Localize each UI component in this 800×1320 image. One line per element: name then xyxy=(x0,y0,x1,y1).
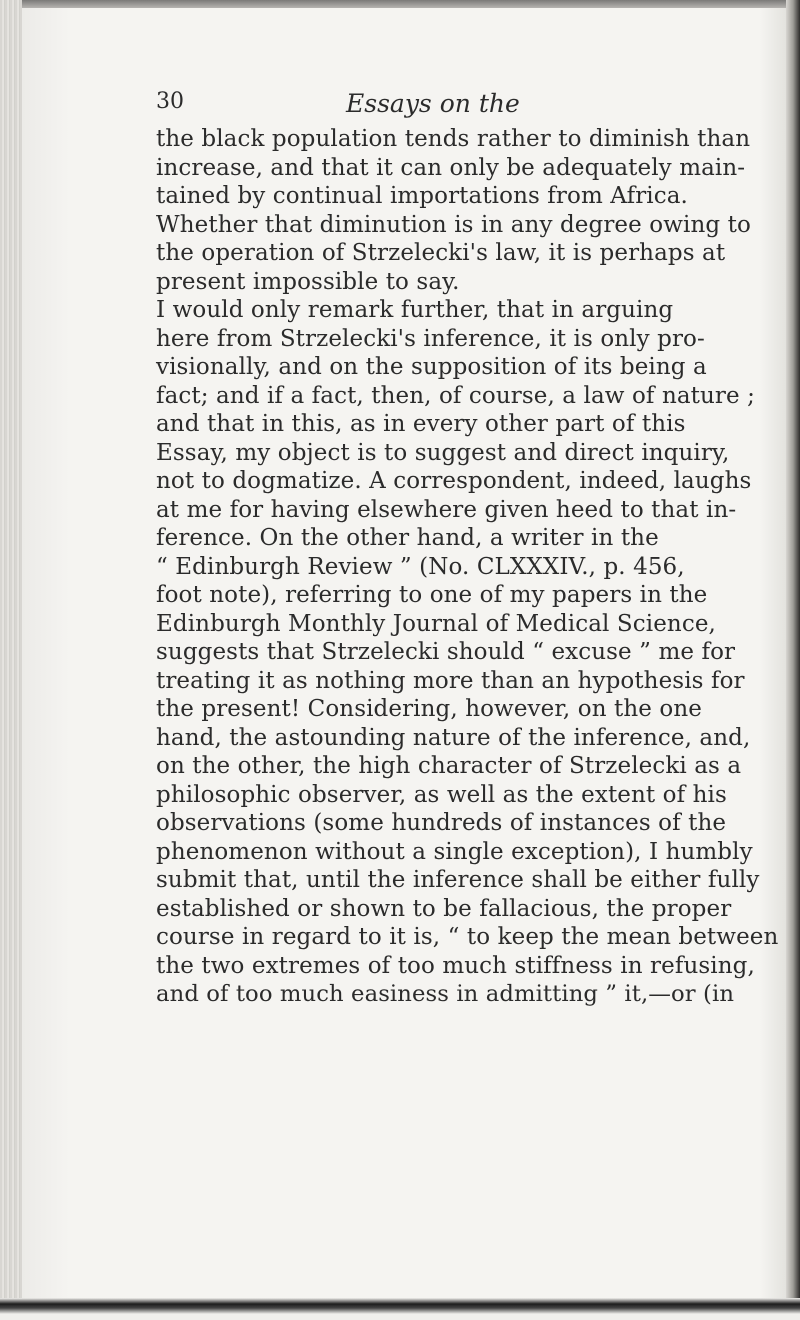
text-line: I would only remark further, that in arguing xyxy=(156,297,674,323)
left-binding-edge xyxy=(0,0,22,1320)
text-line: not to dogmatize. A correspondent, indeed, laughs xyxy=(156,468,752,494)
text-line: foot note), referring to one of my papers in the xyxy=(156,582,708,608)
top-page-shadow xyxy=(0,0,800,8)
text-line: present impossible to say. xyxy=(156,268,460,295)
text-line: the present! Considering, however, on the one xyxy=(156,696,702,722)
body-text xyxy=(156,125,779,1009)
text-line: fact; and if a fact, then, of course, a law of nature ; xyxy=(156,382,755,409)
text-line: treating it as nothing more than an hypothesis for xyxy=(156,667,745,694)
text-line: the black population tends rather to diminish than xyxy=(156,126,751,152)
text-line: observations (some hundreds of instances of the xyxy=(156,810,727,836)
text-line: and of too much easiness in admitting ” it,—or (in xyxy=(156,981,735,1007)
text-line: here from Strzelecki's inference, it is only pro- xyxy=(156,325,705,352)
right-page-edge xyxy=(786,0,800,1320)
text-line: the two extremes of too much stiffness in refusing, xyxy=(156,952,755,979)
text-line: at me for having elsewhere given heed to that in- xyxy=(156,496,737,523)
text-line: Edinburgh Monthly Journal of Medical Science, xyxy=(156,610,716,637)
bottom-page-edge xyxy=(0,1298,800,1320)
text-line: the operation of Strzelecki's law, it is perhaps at xyxy=(156,240,726,266)
text-line: on the other, the high character of Strzelecki as a xyxy=(156,753,742,779)
text-line: “ Edinburgh Review ” (No. CLXXXIV., p. 456, xyxy=(156,553,685,580)
page-header xyxy=(156,89,676,125)
running-head: Essays on the xyxy=(346,89,520,118)
text-line: submit that, until the inference shall be either fully xyxy=(156,867,760,893)
text-line: established or shown to be fallacious, the proper xyxy=(156,895,732,922)
text-line: Whether that diminution is in any degree owing to xyxy=(156,211,751,238)
text-line: course in regard to it is, “ to keep the mean between xyxy=(156,924,779,950)
text-line: philosophic observer, as well as the extent of his xyxy=(156,781,727,808)
text-line: tained by continual importations from Africa. xyxy=(156,183,688,209)
text-line: visionally, and on the supposition of its being a xyxy=(156,354,707,380)
text-line: Essay, my object is to suggest and direct inquiry, xyxy=(156,439,730,466)
text-line: phenomenon without a single exception), I humbly xyxy=(156,838,753,865)
text-line: increase, and that it can only be adequately main- xyxy=(156,154,746,181)
text-line: and that in this, as in every other part of this xyxy=(156,411,686,437)
text-line: hand, the astounding nature of the inference, and, xyxy=(156,724,751,751)
page-number: 30 xyxy=(156,89,184,114)
text-line: ference. On the other hand, a writer in the xyxy=(156,525,659,551)
text-line: suggests that Strzelecki should “ excuse ” me for xyxy=(156,639,736,665)
